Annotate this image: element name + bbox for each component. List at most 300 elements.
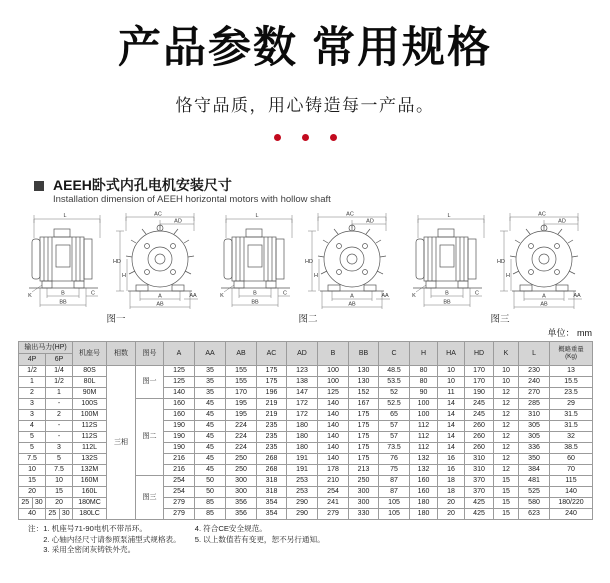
column-header-dim: C [379,342,410,366]
table-cell: 330 [349,509,379,520]
column-header-dim: HA [438,342,465,366]
svg-text:AD: AD [174,218,182,225]
table-cell: 160 [164,410,195,421]
hero-section [0,0,610,141]
table-cell: 2 [19,388,46,399]
table-cell: 254 [164,476,195,487]
table-cell [19,498,46,509]
table-cell: - [46,399,73,410]
table-cell: 15 [494,487,519,498]
notes-prefix: 注： [28,524,44,533]
table-cell: 235 [257,421,287,432]
table-cell: 180 [410,498,438,509]
table-cell: 53.5 [379,377,410,388]
table-cell: 76 [379,454,410,465]
table-cell: 336 [519,443,550,454]
table-cell: 290 [287,509,318,520]
table-cell: 254 [164,487,195,498]
table-cell: 160L [73,487,107,498]
table-cell: 140 [318,410,349,421]
table-cell: 1 [46,388,73,399]
table-cell: 310 [465,465,494,476]
table-cell: 195 [226,410,257,421]
table-cell: 253 [287,476,318,487]
table-cell: 210 [318,476,349,487]
table-cell: 190 [164,432,195,443]
table-cell: 100 [410,399,438,410]
table-cell: 12 [494,421,519,432]
table-cell: 180 [287,432,318,443]
table-cell: 14 [438,399,465,410]
table-cell: 140 [318,432,349,443]
table-cell: 155 [226,366,257,377]
column-header-6p: 6P [46,354,73,366]
table-cell: 224 [226,432,257,443]
svg-text:HD: HD [497,259,505,265]
table-row [19,410,593,421]
table-cell: 175 [349,454,379,465]
decorative-dots [0,134,610,141]
svg-text:AC: AC [346,211,354,218]
table-subcell: 25 [21,499,30,506]
table-cell: 105 [379,498,410,509]
unit-label: 单位： mm [547,328,592,338]
table-cell: 16 [438,465,465,476]
table-cell: 1/2 [19,366,46,377]
table-cell: 14 [438,432,465,443]
figures-row [0,205,610,325]
table-cell: 219 [257,399,287,410]
table-cell: 190 [164,421,195,432]
section-title: AEEH卧式内孔电机安装尺寸 [53,177,232,193]
page-subtitle: 恪守品质，用心铸造每一产品。 [175,96,435,115]
table-cell [46,509,73,520]
table-cell: 5 [19,432,46,443]
table-cell: 57 [379,432,410,443]
red-dot-icon [302,134,309,141]
table-cell: 175 [349,432,379,443]
table-cell: 7.5 [46,465,73,476]
table-cell: 290 [287,498,318,509]
note-item: 4. 符合CE安全规范。 [194,524,267,533]
table-cell: 160 [410,476,438,487]
table-cell: 15.5 [550,377,593,388]
table-cell: 125 [318,388,349,399]
square-bullet-icon [34,181,44,191]
svg-text:AD: AD [366,218,374,225]
figure-group-cell: 图一 [136,366,164,399]
table-cell: 240 [519,377,550,388]
table-cell: 85 [195,509,226,520]
table-cell: 180LC [73,509,107,520]
table-cell: 50 [195,487,226,498]
svg-text:AB: AB [540,301,548,308]
table-cell: 253 [287,487,318,498]
table-cell: 300 [349,498,379,509]
table-cell: 180MC [73,498,107,509]
table-cell: 285 [519,399,550,410]
svg-text:AA: AA [189,293,197,299]
table-cell: 125 [164,377,195,388]
table-cell: 191 [287,454,318,465]
svg-text:AA: AA [573,293,581,299]
table-cell: 175 [349,443,379,454]
table-cell: 268 [257,465,287,476]
table-cell: 20 [46,498,73,509]
column-header-dim: A [164,342,195,366]
table-cell: 48.5 [379,366,410,377]
section-titles [53,177,331,205]
table-cell: 300 [226,476,257,487]
table-cell: 13 [550,366,593,377]
svg-text:AC: AC [154,211,162,218]
svg-text:AD: AD [558,218,566,225]
table-cell: 16 [438,454,465,465]
table-cell: 180 [410,509,438,520]
table-cell: 180 [287,421,318,432]
table-cell: 580 [519,498,550,509]
table-cell: 3 [19,399,46,410]
table-cell: 35 [195,366,226,377]
phase-cell: 三相 [107,366,136,520]
column-header-frame: 机座号 [73,342,107,366]
table-cell: 132S [73,454,107,465]
table-cell: 52.5 [379,399,410,410]
table-cell: 112S [73,432,107,443]
figure-caption: 图三 [490,314,510,325]
table-cell: 2 [46,410,73,421]
table-cell: 87 [379,476,410,487]
table-cell: 15 [494,509,519,520]
column-header-weight [550,342,593,366]
table-cell: 384 [519,465,550,476]
table-row [19,388,593,399]
table-cell: 216 [164,454,195,465]
table-cell: 100S [73,399,107,410]
table-cell: 230 [519,366,550,377]
table-cell: 310 [465,454,494,465]
svg-text:H: H [314,273,318,279]
table-cell: 370 [465,476,494,487]
table-cell: 100 [410,410,438,421]
table-cell: 12 [494,443,519,454]
table-cell: 4 [19,421,46,432]
table-cell: 300 [226,487,257,498]
notes-left-column [43,524,181,556]
table-cell: 50 [195,476,226,487]
note-item: 1. 机座号71-90电机不带吊环。 [43,524,147,533]
table-cell: 356 [226,509,257,520]
table-cell: 130 [349,366,379,377]
table-cell: 45 [195,443,226,454]
table-cell: 132 [410,465,438,476]
svg-text:AB: AB [348,301,356,308]
table-cell: 45 [195,432,226,443]
svg-text:C: C [91,290,95,297]
svg-text:B: B [253,290,257,297]
table-cell: 180 [287,443,318,454]
table-row [19,465,593,476]
weight-header-line2: (Kg) [565,352,577,360]
table-cell: 12 [494,410,519,421]
table-row [19,454,593,465]
table-cell: 80 [410,366,438,377]
table-cell: 12 [494,399,519,410]
table-cell: 240 [550,509,593,520]
table-cell: 300 [349,487,379,498]
table-cell: 105 [379,509,410,520]
table-cell: 140 [318,421,349,432]
table-cell: 23.5 [550,388,593,399]
table-cell: 481 [519,476,550,487]
notes-section [28,524,610,556]
figure-group-cell: 图二 [136,399,164,476]
table-cell: - [46,432,73,443]
table-cell: 14 [438,443,465,454]
svg-text:K: K [220,293,224,299]
table-cell: 350 [519,454,550,465]
table-cell: 172 [287,399,318,410]
table-cell: 132M [73,465,107,476]
table-cell: 3 [46,443,73,454]
table-cell: 250 [226,454,257,465]
table-cell: 5 [46,454,73,465]
svg-text:A: A [542,293,546,300]
table-header-row [19,342,593,354]
notes-right-column [195,524,325,545]
table-row [19,399,593,410]
table-cell: 170 [465,377,494,388]
table-cell: 354 [257,509,287,520]
table-cell: 14 [438,410,465,421]
table-cell: 3 [19,410,46,421]
table-cell: 45 [195,421,226,432]
svg-text:H: H [122,273,126,279]
table-cell: 123 [287,366,318,377]
svg-text:A: A [158,293,162,300]
table-cell: 140 [318,454,349,465]
table-row [19,476,593,487]
motor-figure [216,209,400,325]
table-row [19,421,593,432]
table-cell: 155 [226,377,257,388]
svg-text:BB: BB [443,299,451,306]
table-cell: 10 [438,366,465,377]
table-cell: 20 [438,498,465,509]
table-cell: 112S [73,421,107,432]
table-cell: 112L [73,443,107,454]
table-cell: 140 [550,487,593,498]
table-cell: 260 [465,432,494,443]
table-row [19,487,593,498]
svg-text:AB: AB [156,301,164,308]
table-cell: 14 [438,421,465,432]
table-cell: 172 [287,410,318,421]
table-cell: 20 [438,509,465,520]
table-cell: 10 [19,465,46,476]
table-cell: 45 [195,465,226,476]
table-row [19,498,593,509]
table-cell: 20 [19,487,46,498]
table-cell: 140 [164,388,195,399]
table-cell: 250 [226,465,257,476]
table-cell: 31.5 [550,421,593,432]
table-cell: 75 [379,465,410,476]
table-cell: 65 [379,410,410,421]
table-cell: 138 [287,377,318,388]
table-cell: 80S [73,366,107,377]
column-header-dim: HD [465,342,494,366]
motor-figure [24,209,208,325]
table-cell: 224 [226,443,257,454]
table-cell: 12 [494,388,519,399]
page-title: 产品参数 常用规格 [118,24,492,72]
svg-text:A: A [350,293,354,300]
motor-figure [408,209,592,325]
column-header-dim: K [494,342,519,366]
table-cell: 18 [438,487,465,498]
table-cell: 213 [349,465,379,476]
table-cell: 45 [195,399,226,410]
table-cell: 235 [257,443,287,454]
table-cell: 35 [195,388,226,399]
table-cell: 85 [195,498,226,509]
table-cell: 160 [410,487,438,498]
table-cell: 152 [349,388,379,399]
table-subcell: 30 [32,498,46,508]
table-cell: 40 [19,509,46,520]
svg-text:B: B [61,290,65,297]
table-cell: 10 [494,366,519,377]
table-cell: 73.5 [379,443,410,454]
table-cell: 178 [318,465,349,476]
table-cell: 132 [410,454,438,465]
table-cell: 125 [164,366,195,377]
table-cell: 10 [438,377,465,388]
column-header-dim: BB [349,342,379,366]
column-header-dim: H [410,342,438,366]
table-row [19,443,593,454]
table-cell: 140 [318,443,349,454]
table-cell: 11 [438,388,465,399]
dimension-table [18,341,593,520]
table-row [19,377,593,388]
table-cell: 5 [19,443,46,454]
table-cell: 90 [410,388,438,399]
table-cell: 279 [164,498,195,509]
svg-text:H: H [506,273,510,279]
table-cell: 45 [195,454,226,465]
table-cell: 270 [519,388,550,399]
table-cell: 254 [318,487,349,498]
table-cell: 15 [19,476,46,487]
svg-text:HD: HD [305,259,313,265]
table-cell: 18 [438,476,465,487]
table-row [19,366,593,377]
motor-front-view-drawing [496,209,592,313]
table-cell: - [46,421,73,432]
table-cell: 354 [257,498,287,509]
svg-text:HD: HD [113,259,121,265]
svg-text:K: K [412,293,416,299]
svg-text:L: L [255,213,259,219]
table-cell: 279 [164,509,195,520]
column-header-hp: 输出马力(HP) [19,342,73,354]
table-cell: 175 [257,377,287,388]
svg-text:AA: AA [381,293,389,299]
table-cell: 112 [410,443,438,454]
column-header-dim: B [318,342,349,366]
column-header-dim: L [519,342,550,366]
table-cell: 112 [410,421,438,432]
column-header-dim: AC [257,342,287,366]
table-cell: 175 [349,421,379,432]
red-dot-icon [330,134,337,141]
table-cell: 80L [73,377,107,388]
table-cell: 191 [287,465,318,476]
table-cell: 70 [550,465,593,476]
table-cell: 525 [519,487,550,498]
table-cell: 29 [550,399,593,410]
table-cell: 57 [379,421,410,432]
section-subtitle-en: Installation dimension of AEEH horizontal motors with hollow shaft [53,194,331,205]
table-cell: 52 [379,388,410,399]
table-cell: 80 [410,377,438,388]
weight-header-line1: 概略重量 [558,346,584,353]
table-cell: 12 [494,465,519,476]
table-cell: 90M [73,388,107,399]
table-cell: 100 [318,377,349,388]
table-cell: 425 [465,498,494,509]
table-cell: 115 [550,476,593,487]
column-header-dim: AD [287,342,318,366]
table-cell: 15 [46,487,73,498]
table-cell: 140 [318,399,349,410]
svg-text:BB: BB [251,299,259,306]
table-cell: 167 [349,399,379,410]
table-subcell: 30 [59,509,73,519]
motor-side-view-drawing [24,209,110,313]
table-cell: 175 [257,366,287,377]
column-header-phase: 相数 [107,342,136,366]
table-cell: 45 [195,410,226,421]
svg-text:C: C [283,290,287,297]
table-cell: 318 [257,487,287,498]
table-row [19,432,593,443]
motor-front-view-drawing [112,209,208,313]
svg-text:AC: AC [538,211,546,218]
table-cell: 170 [226,388,257,399]
table-cell: 31.5 [550,410,593,421]
table-cell: 147 [287,388,318,399]
table-cell: 12 [494,454,519,465]
table-cell: 216 [164,465,195,476]
figure-group-cell: 图三 [136,476,164,520]
svg-text:L: L [63,213,67,219]
table-subcell: 25 [48,510,57,517]
table-cell: 268 [257,454,287,465]
svg-text:BB: BB [59,299,67,306]
table-cell: 260 [465,443,494,454]
svg-text:K: K [28,293,32,299]
table-cell: 305 [519,421,550,432]
table-cell: 10 [46,476,73,487]
table-cell: 112 [410,432,438,443]
table-cell: 425 [465,509,494,520]
table-cell: 160 [164,399,195,410]
table-cell: 623 [519,509,550,520]
table-row [19,509,593,520]
